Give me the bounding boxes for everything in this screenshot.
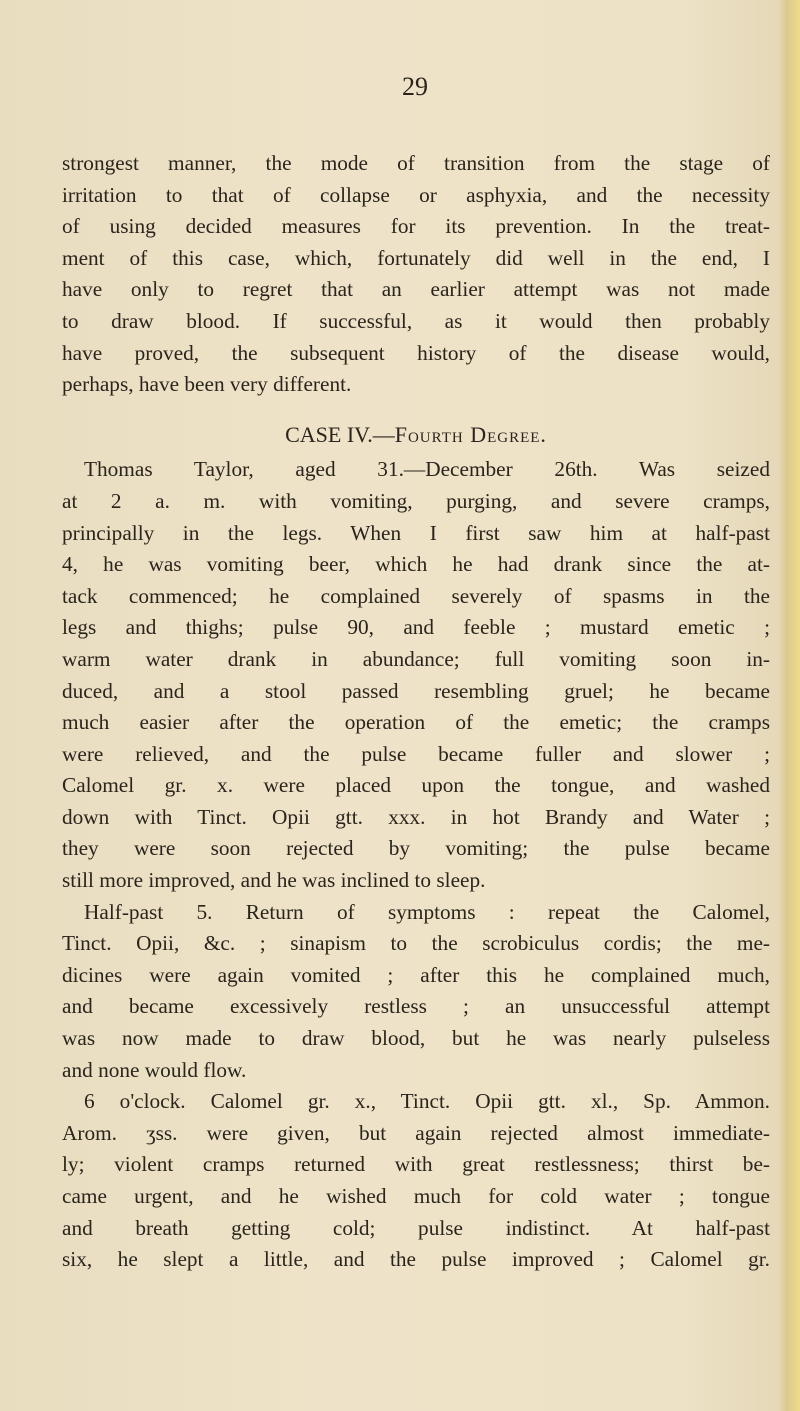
text-line: have only to regret that an earlier attempt was not made — [62, 277, 770, 302]
text-line: ment of this case, which, fortunately did well in the end, I — [62, 245, 770, 270]
case-heading-number: CASE IV.— — [285, 421, 395, 447]
text-line: down with Tinct. Opii gtt. xxx. in hot Brandy and Water ; — [62, 804, 770, 829]
text-line: have proved, the subsequent history of the disease would, — [62, 340, 770, 365]
case-heading-degree: Fourth Degree. — [394, 421, 547, 447]
text-line: principally in the legs. When I first saw him at half-past — [62, 520, 770, 545]
text-line: legs and thighs; pulse 90, and feeble ; mustard emetic ; — [62, 615, 770, 640]
paragraph-six-oclock — [62, 1086, 770, 1276]
text-line: duced, and a stool passed resembling gruel; he became — [62, 678, 770, 703]
text-line: Arom. ʒss. were given, but again rejected almost immediate- — [62, 1120, 770, 1145]
paragraph-half-past-five — [62, 897, 770, 1087]
text-line: 6 o'clock. Calomel gr. x., Tinct. Opii gtt. xl., Sp. Ammon. — [84, 1089, 770, 1114]
text-line: tack commenced; he complained severely of spasms in the — [62, 583, 770, 608]
text-line: Calomel gr. x. were placed upon the tongue, and washed — [62, 773, 770, 798]
body-text — [62, 148, 770, 1276]
page-edge — [778, 0, 800, 1411]
text-line: and became excessively restless ; an unsuccessful attempt — [62, 994, 770, 1019]
paragraph-case-history — [62, 454, 770, 896]
text-line: 4, he was vomiting beer, which he had drank since the at- — [62, 552, 770, 577]
paragraph-case-discussion — [62, 148, 770, 401]
page-number: 29 — [402, 72, 428, 101]
text-line: irritation to that of collapse or asphyxia, and the necessity — [62, 182, 770, 207]
text-line: Half-past 5. Return of symptoms : repeat the Calomel, — [84, 899, 770, 924]
text-line: still more improved, and he was inclined to sleep. — [62, 868, 486, 893]
text-line: to draw blood. If successful, as it would then probably — [62, 308, 770, 333]
text-line: six, he slept a little, and the pulse improved ; Calomel gr. — [62, 1247, 770, 1272]
text-line: perhaps, have been very different. — [62, 372, 352, 397]
text-line: strongest manner, the mode of transition from the stage of — [62, 151, 770, 175]
text-line: Thomas Taylor, aged 31.—December 26th. Was seized — [84, 457, 770, 482]
text-line: and none would flow. — [62, 1057, 247, 1082]
text-line: warm water drank in abundance; full vomiting soon in- — [62, 646, 770, 671]
case-heading — [62, 419, 770, 451]
text-line: ly; violent cramps returned with great restlessness; thirst be- — [62, 1152, 770, 1177]
text-line: at 2 a. m. with vomiting, purging, and severe cramps, — [62, 488, 770, 513]
text-line: much easier after the operation of the emetic; the cramps — [62, 710, 770, 735]
text-line: dicines were again vomited ; after this he complained much, — [62, 962, 770, 987]
text-line: they were soon rejected by vomiting; the pulse became — [62, 836, 770, 861]
text-line: were relieved, and the pulse became fuller and slower ; — [62, 741, 770, 766]
text-line: and breath getting cold; pulse indistinct. At half-past — [62, 1215, 770, 1240]
text-line: came urgent, and he wished much for cold water ; tongue — [62, 1184, 770, 1208]
text-line: of using decided measures for its prevention. In the treat- — [62, 214, 770, 239]
text-line: was now made to draw blood, but he was nearly pulseless — [62, 1026, 770, 1051]
text-line: Tinct. Opii, &c. ; sinapism to the scrobiculus cordis; the me- — [62, 931, 770, 956]
